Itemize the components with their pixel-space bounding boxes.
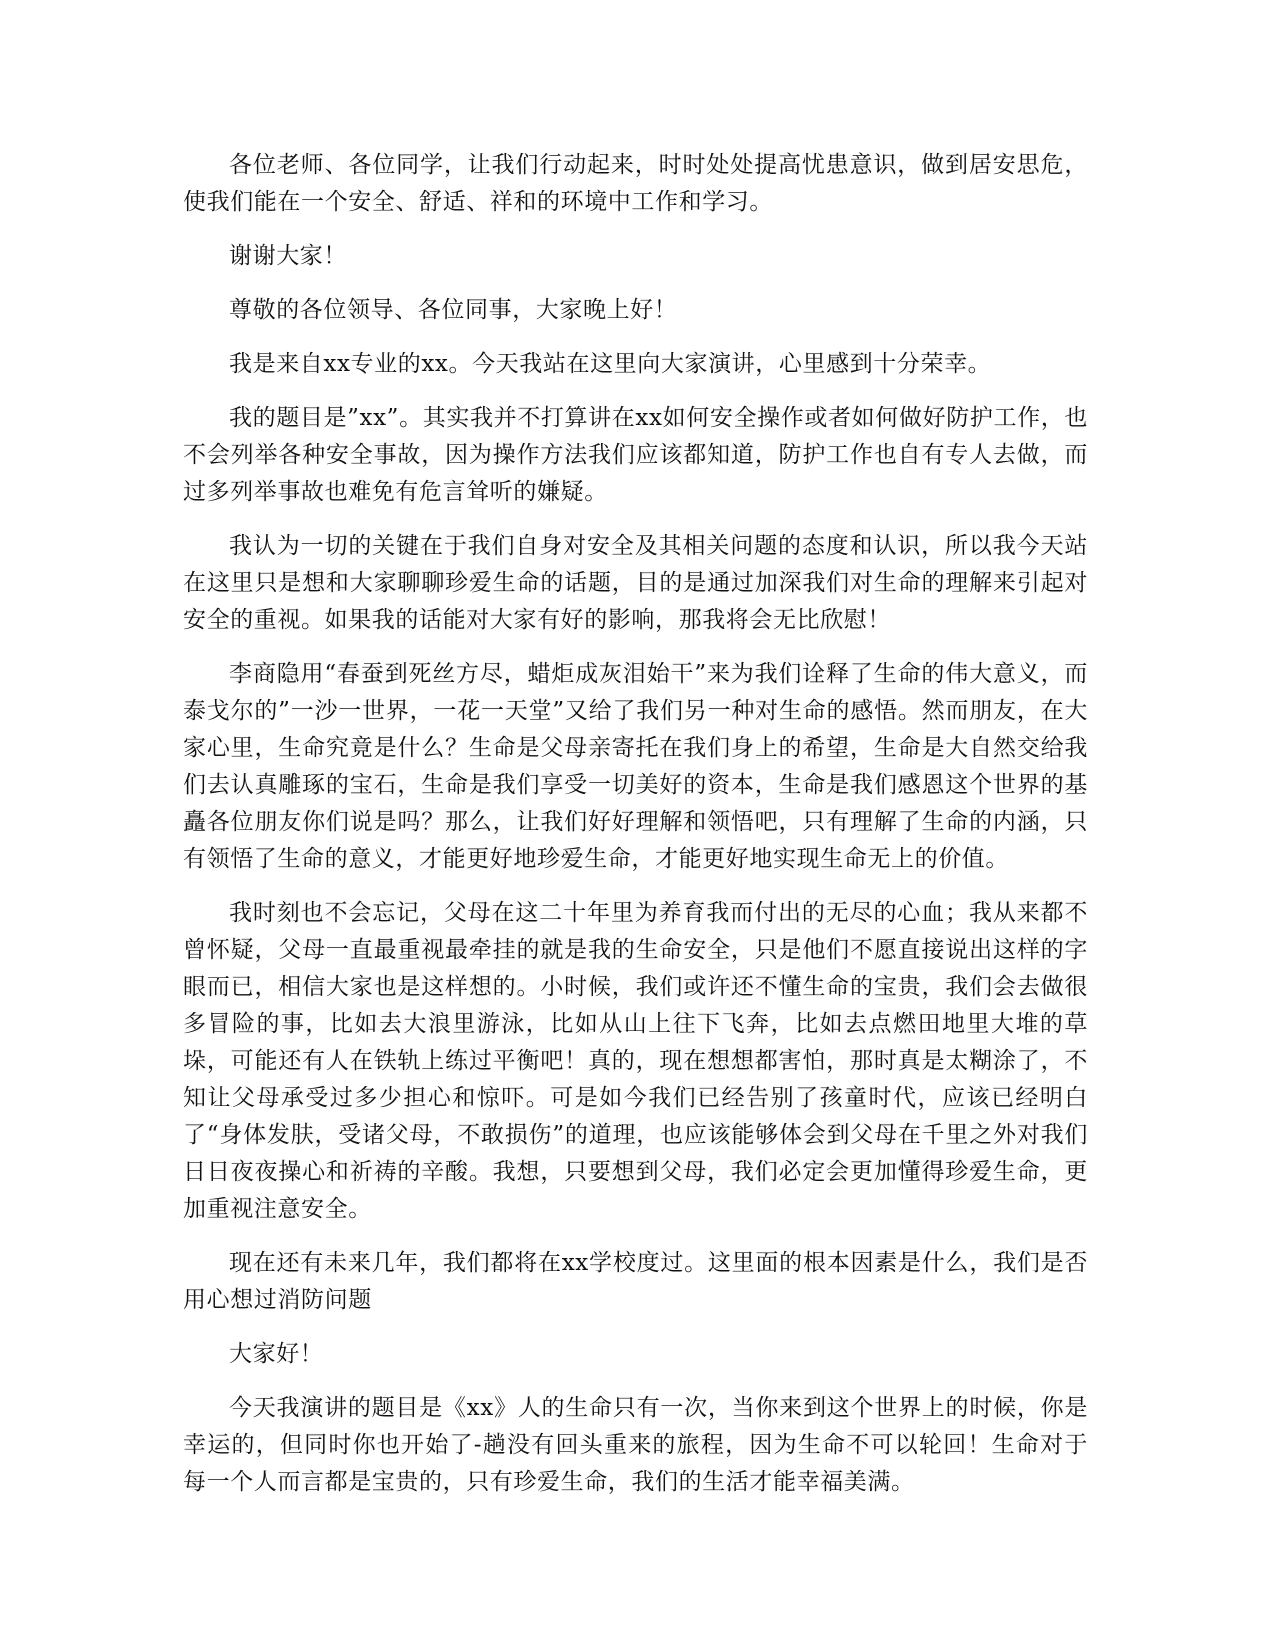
paragraph: 我时刻也不会忘记，父母在这二十年里为养育我而付出的无尽的心血；我从来都不曾怀疑，父母一直最重视最牵挂的就是我的生命安全，只是他们不愿直接说出这样的字眼而已，相信大家也是这样想的。小时候，我们或许还不懂生命的宝贵，我们会去做很多冒险的事，比如去大浪里游泳，比如从山上往下飞奔，比如去点燃田地里大堆的草垛，可能还有人在铁轨上练过平衡吧！真的，现在想想都害怕，那时真是太糊涂了，不知让父母承受过多少担心和惊吓。可是如今我们已经告别了孩童时代，应该已经明白了“身体发肤，受诸父母，不敢损伤”的道理，也应该能够体会到父母在千里之外对我们日日夜夜操心和祈祷的辛酸。我想，只要想到父母，我们必定会更加懂得珍爱生命，更加重视注意安全。 bbox=[183, 900, 1088, 1222]
document-body bbox=[183, 147, 1088, 1518]
paragraph: 谢谢大家！ bbox=[229, 243, 347, 269]
paragraph: 大家好！ bbox=[229, 1341, 324, 1367]
paragraph: 今天我演讲的题目是《xx》人的生命只有一次，当你来到这个世界上的时候，你是幸运的，但同时你也开始了-趟没有回头重来的旅程，因为生命不可以轮回！生命对于每一个人而言都是宝贵的，只有珍爱生命，我们的生活才能幸福美满。 bbox=[183, 1395, 1088, 1495]
paragraph: 尊敬的各位领导、各位同事，大家晚上好！ bbox=[229, 297, 678, 323]
paragraph: 各位老师、各位同学，让我们行动起来，时时处处提高忧患意识，做到居安思危，使我们能在一个安全、舒适、祥和的环境中工作和学习。 bbox=[183, 152, 1088, 215]
paragraph: 李商隐用“春蚕到死丝方尽，蜡炬成灰泪始干”来为我们诠释了生命的伟大意义，而泰戈尔的”一沙一世界，一花一天堂”又给了我们另一种对生命的感悟。然而朋友，在大家心里，生命究竟是什么？生命是父母亲寄托在我们身上的希望，生命是大自然交给我们去认真雕琢的宝石，生命是我们享受一切美好的资本，生命是我们感恩这个世界的基矗各位朋友你们说是吗？那么，让我们好好理解和领悟吧，只有理解了生命的内涵，只有领悟了生命的意义，才能更好地珍爱生命，才能更好地实现生命无上的价值。 bbox=[183, 661, 1088, 872]
paragraph: 我的题目是”xx”。其实我并不打算讲在xx如何安全操作或者如何做好防护工作，也不会列举各种安全事故，因为操作方法我们应该都知道，防护工作也自有专人去做，而过多列举事故也难免有危言耸听的嫌疑。 bbox=[183, 405, 1088, 505]
paragraph: 我认为一切的关键在于我们自身对安全及其相关问题的态度和认识，所以我今天站在这里只是想和大家聊聊珍爱生命的话题，目的是通过加深我们对生命的理解来引起对安全的重视。如果我的话能对大家有好的影响，那我将会无比欣慰！ bbox=[183, 533, 1088, 633]
paragraph: 现在还有未来几年，我们都将在xx学校度过。这里面的根本因素是什么，我们是否用心想过消防问题 bbox=[183, 1250, 1088, 1313]
paragraph: 我是来自xx专业的xx。今天我站在这里向大家演讲，心里感到十分荣幸。 bbox=[229, 351, 992, 377]
